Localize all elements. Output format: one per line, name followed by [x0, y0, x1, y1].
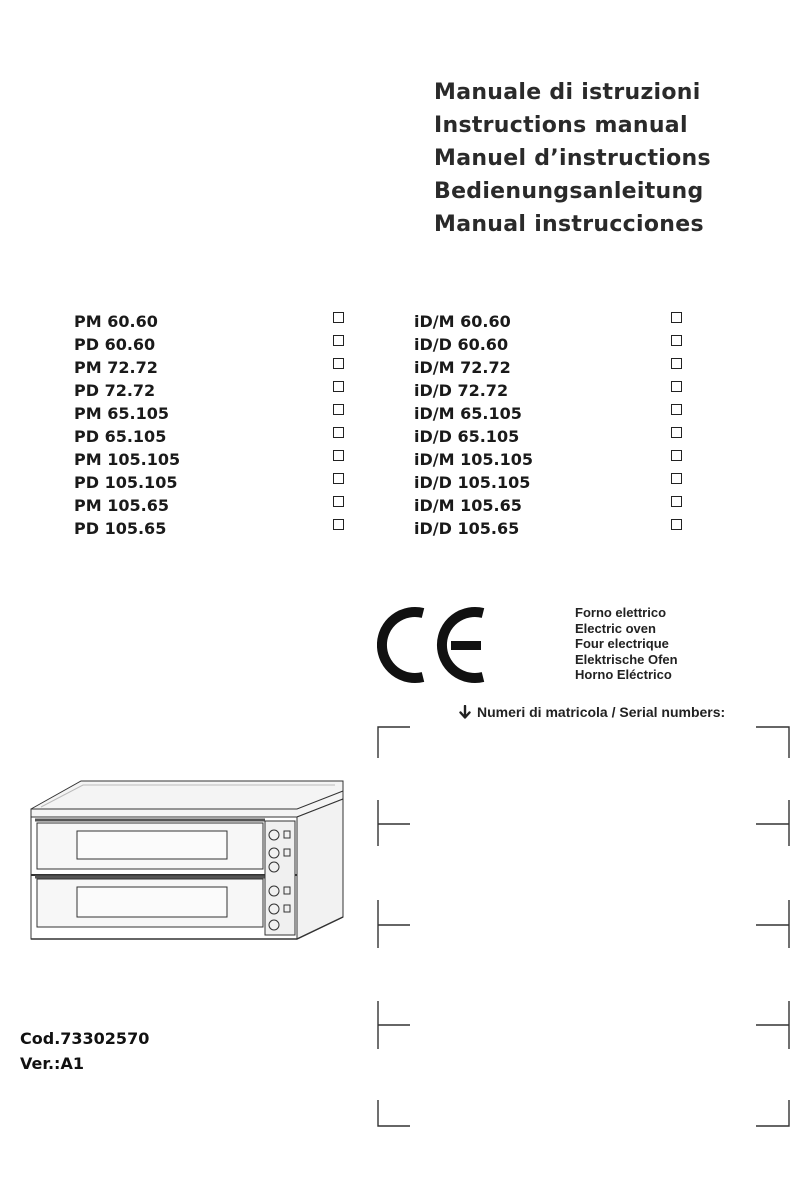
model-label: iD/D 72.72 — [414, 381, 509, 400]
product-name-de: Elektrische Ofen — [575, 651, 678, 667]
frame-tick-right-2 — [756, 900, 789, 948]
model-label: PD 105.65 — [74, 519, 167, 538]
frame-corner-top-left — [378, 727, 410, 758]
document-version: Ver.:A1 — [20, 1054, 84, 1073]
model-label: PM 72.72 — [74, 358, 158, 377]
model-label: PD 60.60 — [74, 335, 156, 354]
model-label: PD 105.105 — [74, 473, 178, 492]
model-label: iD/M 72.72 — [414, 358, 511, 377]
model-label: iD/D 105.65 — [414, 519, 520, 538]
model-label: iD/M 65.105 — [414, 404, 522, 423]
model-label: PM 60.60 — [74, 312, 158, 331]
title-de: Bedienungsanleitung — [434, 179, 704, 204]
title-fr: Manuel d’instructions — [434, 146, 711, 171]
title-en: Instructions manual — [434, 113, 688, 138]
model-label: PD 72.72 — [74, 381, 156, 400]
frame-tick-left-1 — [378, 800, 410, 846]
model-label: iD/M 105.105 — [414, 450, 533, 469]
product-name-en: Electric oven — [575, 620, 656, 636]
frame-tick-right-3 — [756, 1001, 789, 1049]
model-label: iD/M 105.65 — [414, 496, 522, 515]
document-code: Cod.73302570 — [20, 1029, 150, 1048]
title-es: Manual instrucciones — [434, 212, 704, 237]
model-label: iD/D 65.105 — [414, 427, 520, 446]
title-it: Manuale di istruzioni — [434, 80, 701, 105]
frame-corner-bottom-left — [378, 1100, 410, 1126]
model-label: iD/M 60.60 — [414, 312, 511, 331]
frame-corner-bottom-right — [756, 1100, 789, 1126]
model-label: PD 65.105 — [74, 427, 167, 446]
document-code-block — [20, 1026, 149, 1076]
model-label: PM 105.105 — [74, 450, 181, 469]
product-name-es: Horno Eléctrico — [575, 667, 672, 682]
product-name-fr: Four electrique — [575, 636, 669, 651]
model-label: iD/D 60.60 — [414, 335, 509, 354]
frame-tick-right-1 — [756, 800, 789, 846]
frame-tick-left-3 — [378, 1001, 410, 1049]
model-label: PM 65.105 — [74, 404, 169, 423]
frame-tick-left-2 — [378, 900, 410, 948]
serial-numbers-label: Numeri di matricola / Serial numbers: — [477, 704, 726, 720]
product-name-it: Forno elettrico — [575, 605, 667, 620]
model-label: iD/D 105.105 — [414, 473, 531, 492]
frame-corner-top-right — [756, 727, 789, 758]
model-label: PM 105.65 — [74, 496, 169, 515]
oven-illustration — [21, 771, 351, 975]
